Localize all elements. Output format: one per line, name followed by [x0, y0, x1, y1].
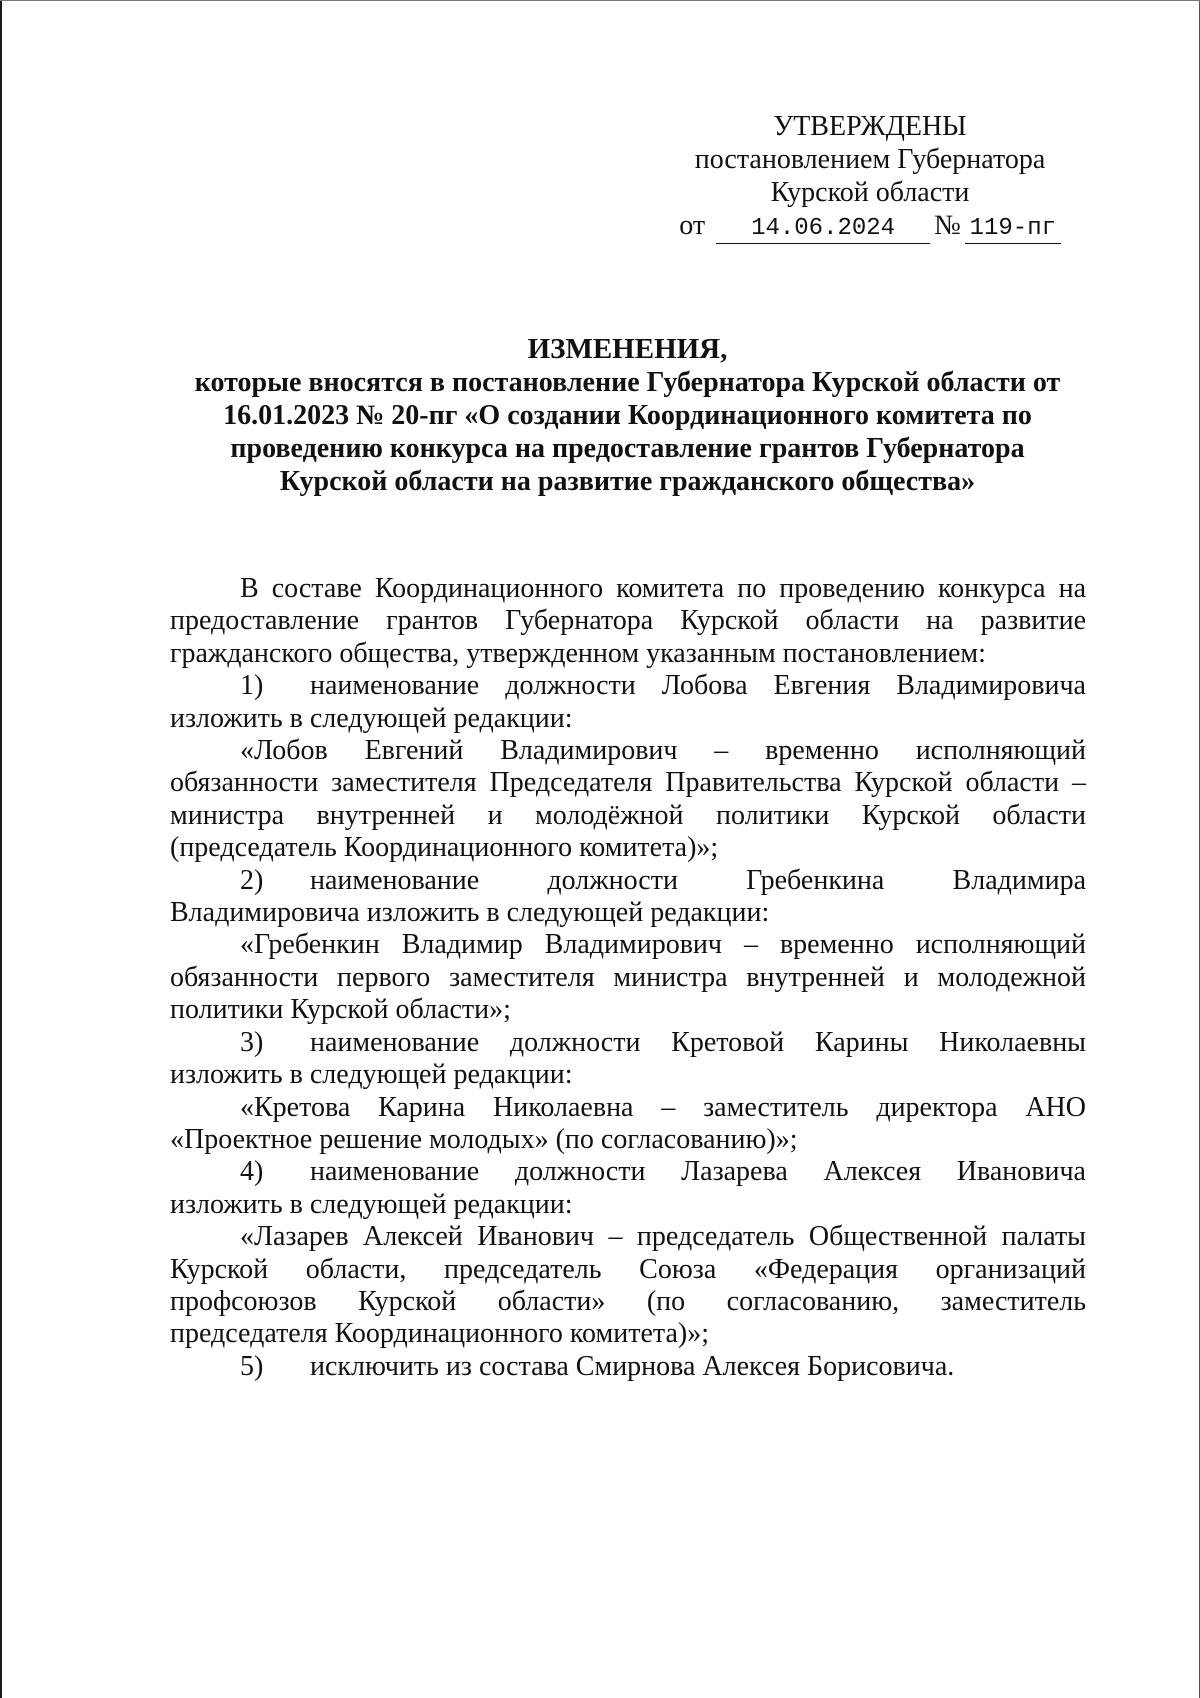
quote-line: «Проектное решение молодых» (по согласованию)»;	[170, 1123, 798, 1155]
item-line: наименование должности Лазарева Алексея Ивановича	[310, 1156, 1086, 1188]
approval-block	[660, 110, 1080, 244]
item-line: наименование должности Кретовой Карины Николаевны	[310, 1026, 1086, 1058]
from-label: от	[679, 210, 706, 241]
intro-line: предоставление грантов Губернатора Курской области на развитие	[170, 605, 1086, 637]
document-title: ИЗМЕНЕНИЯ,	[527, 333, 728, 365]
document-body	[170, 573, 1086, 1383]
title-block	[140, 333, 1115, 498]
approval-date: 14.06.2024	[716, 215, 930, 244]
item-number: 3)	[240, 1026, 264, 1058]
list-item	[170, 865, 1086, 897]
item-line: изложить в следующей редакции:	[170, 1188, 573, 1220]
item-line: Владимировича изложить в следующей редакции:	[170, 897, 770, 929]
quote-line: министра внутренней и молодёжной политики Курской области	[170, 799, 1086, 831]
list-item	[170, 1027, 1086, 1059]
quote-line: «Лазарев Алексей Иванович – председатель Общественной палаты	[240, 1221, 1086, 1253]
title-line: 16.01.2023 № 20-пг «О создании Координационного комитета по	[223, 400, 1032, 431]
quote-line: «Кретова Карина Николаевна – заместитель директора АНО	[240, 1091, 1086, 1123]
quote-line: Курской области, председатель Союза «Федерация организаций	[170, 1253, 1086, 1285]
title-line: которые вносятся в постановление Губернатора Курской области от	[194, 367, 1061, 398]
title-line: проведению конкурса на предоставление грантов Губернатора	[230, 433, 1025, 464]
quote-line: профсоюзов Курской области» (по согласованию, заместитель	[170, 1285, 1086, 1317]
approval-reference-line	[660, 209, 1080, 244]
item-line: наименование должности Гребенкина Владимира	[310, 864, 1086, 896]
item-line: изложить в следующей редакции:	[170, 702, 573, 734]
item-number: 1)	[240, 670, 264, 702]
quote-line: «Гребенкин Владимир Владимирович – временно исполняющий	[240, 929, 1086, 961]
title-line: Курской области на развитие гражданского общества»	[279, 466, 976, 497]
list-item	[170, 1351, 1086, 1383]
quote-line: обязанности заместителя Председателя Правительства Курской области –	[170, 767, 1086, 799]
item-line: изложить в следующей редакции:	[170, 1059, 573, 1091]
quote-line: политики Курской области»;	[170, 994, 511, 1026]
list-item	[170, 1156, 1086, 1188]
approval-heading: УТВЕРЖДЕНЫ	[773, 111, 967, 142]
intro-line: В составе Координационного комитета по проведению конкурса на	[240, 573, 1086, 604]
number-label: №	[934, 210, 961, 241]
item-number: 2)	[240, 864, 264, 896]
quote-line: обязанности первого заместителя министра внутренней и молодежной	[170, 961, 1086, 993]
scan-edge-left	[0, 0, 2, 1698]
approval-number: 119-пг	[965, 215, 1061, 244]
intro-line: гражданского общества, утвержденном указанным постановлением:	[170, 637, 986, 669]
quote-line: (председатель Координационного комитета)»;	[170, 832, 719, 864]
approval-by-line: постановлением Губернатора	[694, 144, 1046, 175]
quote-line: председателя Координационного комитета)»;	[170, 1318, 709, 1350]
approval-region-line: Курской области	[770, 177, 970, 208]
item-line: исключить из состава Смирнова Алексея Борисовича.	[310, 1350, 955, 1382]
list-item	[170, 670, 1086, 702]
item-line: наименование должности Лобова Евгения Владимировича	[310, 670, 1086, 702]
quote-line: «Лобов Евгений Владимирович – временно исполняющий	[240, 735, 1086, 767]
item-number: 4)	[240, 1156, 264, 1188]
scan-edge-top	[0, 0, 1200, 1]
item-number: 5)	[240, 1350, 264, 1382]
